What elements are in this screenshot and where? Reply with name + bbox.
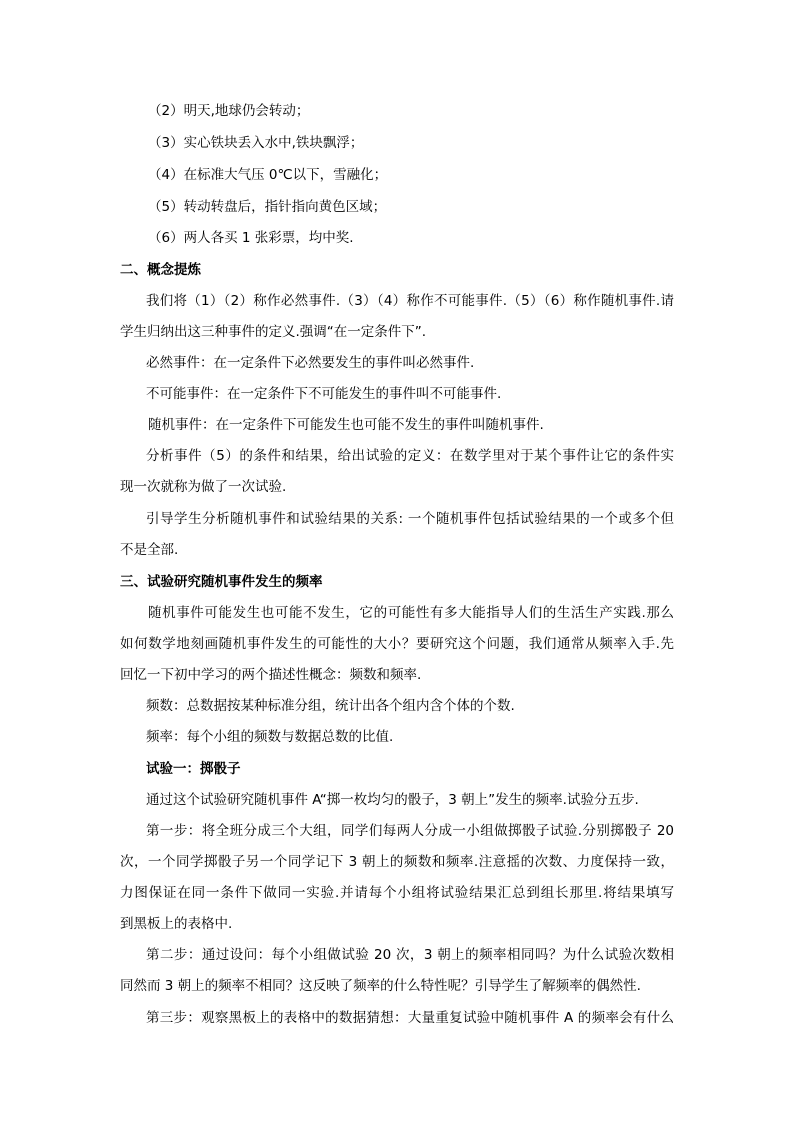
step1-line-3: 力图保证在同一条件下做同一实验.并请每个小组将试验结果汇总到组长那里.将结果填写 xyxy=(120,885,674,901)
definition-frequency: 频率：每个小组的频数与数据总数的比值. xyxy=(146,729,394,745)
step1-line-4: 到黑板上的表格中. xyxy=(120,916,233,932)
section-heading-concepts: 二、概念提炼 xyxy=(120,262,201,278)
definition-random-event: 随机事件：在一定条件下可能发生也可能不发生的事件叫随机事件. xyxy=(148,417,544,433)
trial-definition-line-2: 现一次就称为做了一次试验. xyxy=(120,479,287,495)
concepts-intro-line-1: 我们将（1）（2）称作必然事件.（3）（4）称作不可能事件.（5）（6）称作随机事件.请 xyxy=(146,293,674,309)
frequency-intro-line-1: 随机事件可能发生也可能不发生，它的可能性有多大能指导人们的生活生产实践.那么 xyxy=(148,605,674,621)
trial-definition-line-1: 分析事件（5）的条件和结果，给出试验的定义：在数学里对于某个事件让它的条件实 xyxy=(146,448,674,464)
experiment-title: 试验一：掷骰子 xyxy=(146,761,241,777)
event-item-4: （4）在标准大气压 0℃以下，雪融化； xyxy=(148,167,388,183)
step2-line-1: 第二步：通过设问：每个小组做试验 20 次，3 朝上的频率相同吗？为什么试验次数相 xyxy=(146,947,674,963)
event-item-5: （5）转动转盘后，指针指向黄色区域； xyxy=(148,199,387,215)
definition-impossible-event: 不可能事件：在一定条件下不可能发生的事件叫不可能事件. xyxy=(146,386,502,402)
section-heading-frequency: 三、试验研究随机事件发生的频率 xyxy=(120,574,323,590)
frequency-intro-line-3: 回忆一下初中学习的两个描述性概念：频数和频率. xyxy=(120,667,422,683)
event-item-2: （2）明天,地球仍会转动； xyxy=(148,103,310,119)
step3-line-1: 第三步：观察黑板上的表格中的数据猜想：大量重复试验中随机事件 A 的频率会有什么 xyxy=(146,1010,674,1026)
event-item-6: （6）两人各买 1 张彩票，均中奖. xyxy=(148,230,354,246)
definition-frequency-count: 频数：总数据按某种标准分组，统计出各个组内含个体的个数. xyxy=(146,698,515,714)
relation-line-1: 引导学生分析随机事件和试验结果的关系: 一个随机事件包括试验结果的一个或多个但 xyxy=(146,511,674,527)
frequency-intro-line-2: 如何数学地刻画随机事件发生的可能性的大小？要研究这个问题，我们通常从频率入手.先 xyxy=(120,636,674,652)
concepts-intro-line-2: 学生归纳出这三种事件的定义.强调“在一定条件下”. xyxy=(120,324,427,340)
relation-line-2: 不是全部. xyxy=(120,542,179,558)
experiment-intro: 通过这个试验研究随机事件 A“掷一枚均匀的骰子，3 朝上”发生的频率.试验分五步. xyxy=(146,792,639,808)
event-item-3: （3）实心铁块丢入水中,铁块飘浮； xyxy=(148,135,364,151)
definition-certain-event: 必然事件：在一定条件下必然要发生的事件叫必然事件. xyxy=(146,355,475,371)
step1-line-1: 第一步：将全班分成三个大组，同学们每两人分成一小组做掷骰子试验.分别掷骰子 20 xyxy=(146,823,674,839)
step1-line-2: 次，一个同学掷骰子另一个同学记下 3 朝上的频数和频率.注意摇的次数、力度保持一致， xyxy=(120,854,674,870)
step2-line-2: 同然而 3 朝上的频率不相同？这反映了频率的什么特性呢？引导学生了解频率的偶然性. xyxy=(120,978,641,994)
